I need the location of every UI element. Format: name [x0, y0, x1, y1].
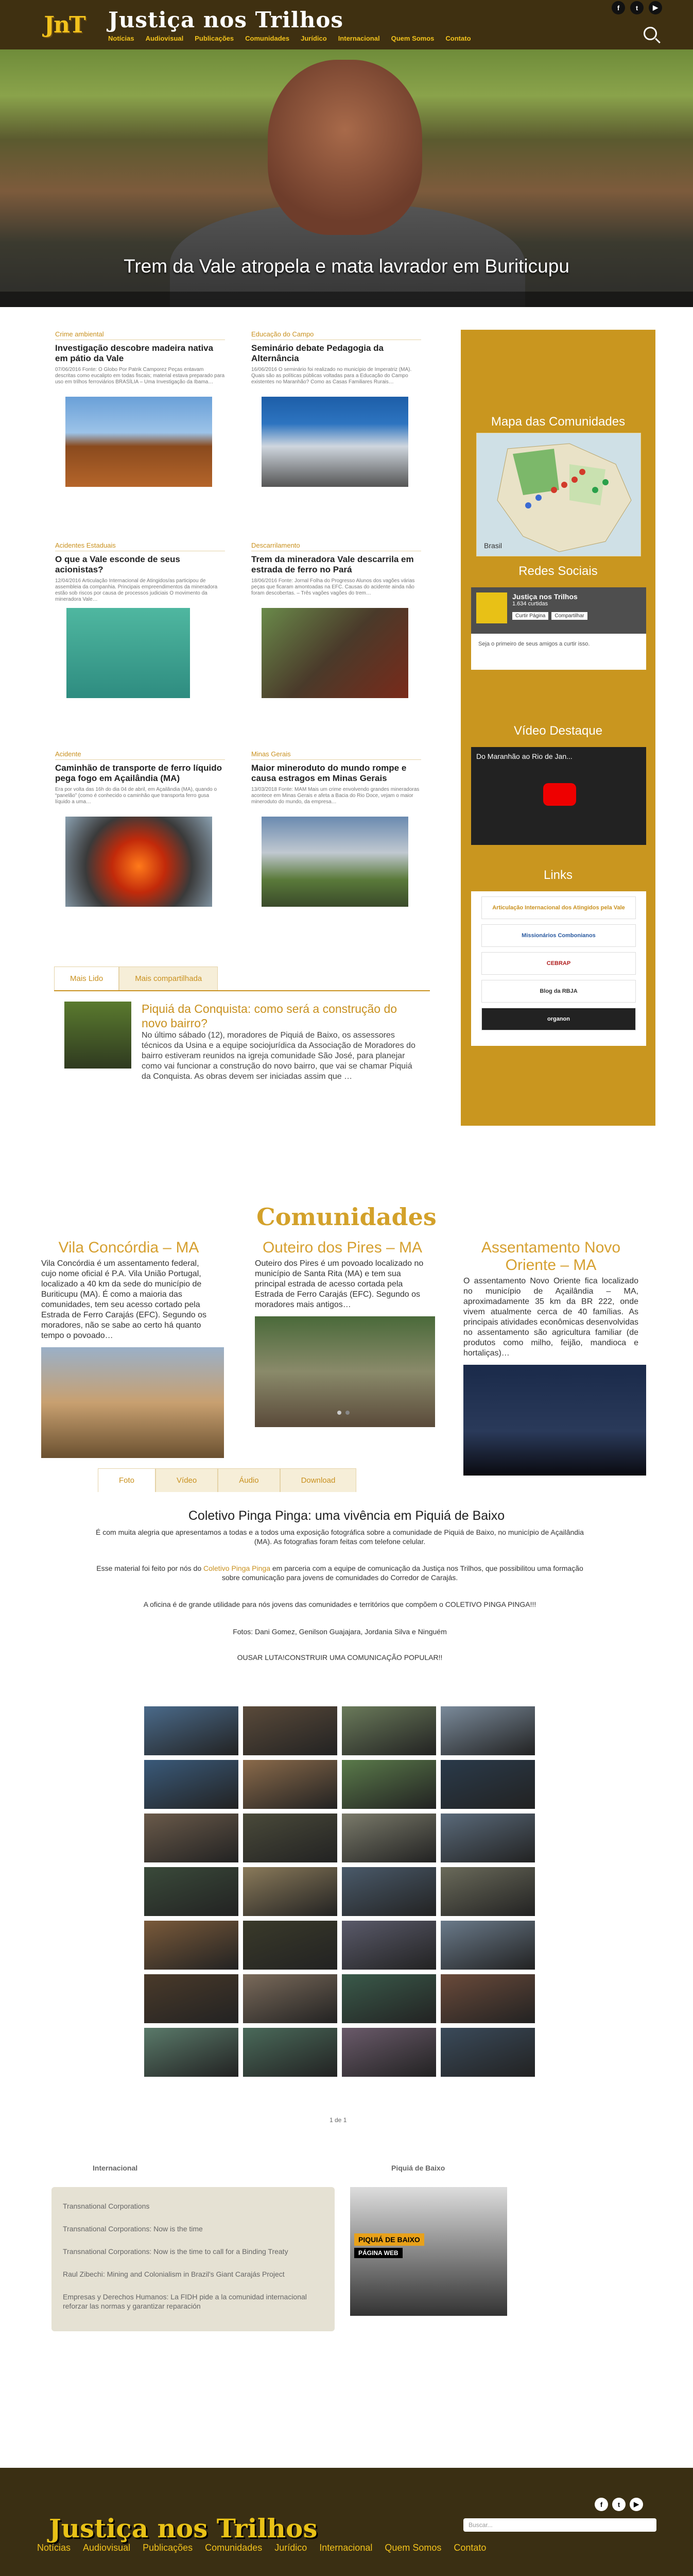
video-caption[interactable]: Do Maranhão ao Rio de Jan... — [476, 752, 573, 760]
gallery-thumb[interactable] — [243, 1814, 337, 1862]
facebook-icon[interactable]: f — [612, 1, 625, 14]
gallery-thumb[interactable] — [144, 1867, 238, 1916]
piquia-heading: Piquiá de Baixo — [391, 2164, 445, 2172]
gallery-thumb[interactable] — [441, 1706, 535, 1755]
gallery-thumb[interactable] — [342, 1867, 436, 1916]
news-excerpt: Era por volta das 16h do dia 04 de abril, em Açailândia (MA), quando o “panelão” (como é conhecido o caminhão que transporta ferro gusa líquido a uma… — [55, 787, 217, 805]
gallery-thumb[interactable] — [243, 1760, 337, 1809]
footer-nav-publicacoes[interactable]: Publicações — [143, 2543, 193, 2553]
news-excerpt: 12/04/2016 Articulação Internacional de Atingidos/as participou de assembleia da companhia. Principais empreendimentos da mineradora estão sob riscos por causa de processos judiciais O movimento da mineradora Vale… — [55, 578, 218, 602]
top-nav — [108, 35, 471, 42]
gallery-thumb[interactable] — [441, 1814, 535, 1862]
site-logo[interactable]: JnT — [44, 11, 85, 38]
most-read-title[interactable]: Piquiá da Conquista: como será a construção do novo bairro? — [142, 1002, 397, 1030]
brand — [108, 0, 471, 49]
link-banner[interactable]: Articulação Internacional dos Atingidos pela Vale — [481, 896, 636, 919]
news-card[interactable] — [251, 541, 421, 698]
news-category[interactable]: Acidente — [55, 750, 225, 760]
news-excerpt: 16/06/2016 O seminário foi realizado no município de Imperatriz (MA). Quais são as políticas públicas voltadas para a Educação do Campo existentes no Maranhão? Como as Casas Familiares Rurais… — [251, 367, 412, 385]
piquia-banner[interactable] — [350, 2187, 507, 2316]
footer-nav-audiovisual[interactable]: Audiovisual — [83, 2543, 131, 2553]
gallery-thumb[interactable] — [144, 1921, 238, 1970]
sidebar — [461, 330, 655, 1126]
gallery-thumb[interactable] — [144, 1814, 238, 1862]
fb-likes: 1.634 curtidas — [512, 601, 548, 607]
news-card[interactable] — [55, 750, 225, 907]
news-card[interactable] — [55, 541, 225, 698]
community-image[interactable] — [41, 1347, 224, 1458]
most-read-text: No último sábado (12), moradores de Piquiá de Baixo, os assessores técnicos da Usina e a equipe sociojurídica da Associação de Moradores do bairro estiveram reunidos na igreja comunidade São José, para planejar como vai funcionar a construção do novo bairro, que vai se chamar Piquiá da Conquista. As obras devem ser iniciadas assim que … — [142, 1031, 415, 1081]
international-heading: Internacional — [93, 2164, 138, 2172]
gallery-thumb[interactable] — [243, 1974, 337, 2023]
community-title[interactable]: Vila Concórdia – MA — [58, 1239, 199, 1256]
youtube-icon[interactable]: ▶ — [649, 1, 662, 14]
news-category[interactable]: Descarrilamento — [251, 541, 421, 551]
tab-most-read[interactable]: Mais Lido — [54, 967, 119, 990]
nav-comunidades[interactable]: Comunidades — [245, 35, 290, 42]
coletivo-link[interactable]: Coletivo Pinga Pinga — [203, 1564, 270, 1572]
nav-internacional[interactable]: Internacional — [338, 35, 380, 42]
gallery-thumb[interactable] — [342, 1921, 436, 1970]
youtube-icon[interactable]: ▶ — [630, 2498, 643, 2511]
fb-page-name[interactable]: Justiça nos Trilhos — [512, 592, 578, 601]
nav-juridico[interactable]: Jurídico — [301, 35, 327, 42]
community-text: Vila Concórdia é um assentamento federal, cujo nome oficial é P.A. Vila União Portugal, localizado a 40 km da sede do município de Buriticupu (MA). É como a maioria das comunidades, tem seu acesso cortado pela Estrada de Ferro Carajás (EFC). Segundo os moradores, não se sabe ao certo há quanto tempo o povoado… — [41, 1259, 207, 1340]
footer-social — [595, 2498, 643, 2511]
links-title: Links — [543, 868, 573, 882]
nav-publicacoes[interactable]: Publicações — [195, 35, 234, 42]
news-card[interactable] — [55, 330, 225, 487]
international-item[interactable]: Empresas y Derechos Humanos: La FIDH pide a la comunidad internacional reforzar las normas y garantizar reparación — [63, 2293, 307, 2310]
gallery-paragraph: Fotos: Dani Gomez, Genilson Guajajara, Jordania Silva e Ninguém — [233, 1628, 447, 1636]
hero-caption-bar — [0, 292, 693, 307]
international-item[interactable]: Transnational Corporations: Now is the time to call for a Binding Treaty — [63, 2247, 288, 2256]
news-card[interactable] — [251, 750, 421, 907]
tab-foto[interactable]: Foto — [98, 1468, 155, 1492]
gallery-paragraph: OUSAR LUTA!CONSTRUIR UMA COMUNICAÇÃO POPULAR!! — [237, 1653, 443, 1662]
news-title[interactable]: Trem da mineradora Vale descarrila em estrada de ferro no Pará — [251, 554, 414, 574]
gallery-pager[interactable]: 1 de 1 — [330, 2116, 347, 2124]
twitter-icon[interactable]: t — [612, 2498, 626, 2511]
piquia-label: PIQUIÁ DE BAIXO — [354, 2233, 424, 2246]
community-text: O assentamento Novo Oriente fica localizado no município de Açailândia – MA, aproximadamente 35 km da BR 222, onde vivem atualmente cerca de 40 famílias. As principais atividades econômicas desenvolvidas no assentamento são agricultura familiar (de produtos como milho, feijão, mandioca e hortaliças)… — [463, 1277, 638, 1358]
tab-most-shared[interactable]: Mais compartilhada — [119, 967, 218, 990]
news-image[interactable] — [65, 817, 212, 907]
news-title[interactable]: Investigação descobre madeira nativa em pátio da Vale — [55, 343, 214, 363]
gallery-thumb[interactable] — [441, 1867, 535, 1916]
carousel-dot[interactable] — [337, 1411, 341, 1415]
news-image[interactable] — [262, 397, 408, 487]
gallery-paragraph-2 — [93, 1564, 587, 1582]
link-banner[interactable]: Blog da RBJA — [481, 980, 636, 1003]
news-image[interactable] — [66, 608, 190, 698]
gallery-thumb[interactable] — [441, 1760, 535, 1809]
gallery-thumb[interactable] — [342, 1814, 436, 1862]
links-list — [471, 891, 646, 1046]
gallery-thumb[interactable] — [144, 1760, 238, 1809]
communities-map[interactable] — [476, 433, 641, 556]
media-tabs — [98, 1468, 458, 1492]
community-title[interactable]: Outeiro dos Pires – MA — [262, 1239, 423, 1256]
gallery-thumb[interactable] — [243, 1867, 337, 1916]
news-excerpt: 07/06/2016 Fonte: O Globo Por Patrik Camporez Peças entavam descritas como eucalipto em todas fiscais; material estava preparado para uso em trilhos ferroviários BRASÍLIA – Uma Investigação da Ibama… — [55, 367, 225, 385]
news-category[interactable]: Educação do Campo — [251, 330, 421, 340]
community-card[interactable] — [255, 1239, 430, 1427]
gallery-thumb[interactable] — [342, 1974, 436, 2023]
tab-download[interactable]: Download — [280, 1468, 357, 1492]
gallery-thumb[interactable] — [144, 1974, 238, 2023]
community-title[interactable]: Assentamento Novo Oriente – MA — [481, 1239, 621, 1274]
footer-nav-comunidades[interactable]: Comunidades — [205, 2543, 263, 2553]
link-banner[interactable]: Missionários Combonianos — [481, 924, 636, 947]
fb-share-button[interactable]: Compartilhar — [551, 612, 587, 620]
footer-nav — [37, 2543, 486, 2553]
footer-nav-quem-somos[interactable]: Quem Somos — [385, 2543, 442, 2553]
tab-video[interactable]: Vídeo — [155, 1468, 218, 1492]
fb-like-button[interactable]: Curtir Página — [512, 612, 548, 620]
map-svg — [477, 433, 641, 556]
international-item[interactable]: Raul Zibechi: Mining and Colonialism in Brazil's Giant Carajás Project — [63, 2270, 285, 2278]
carousel-dot[interactable] — [345, 1411, 350, 1415]
comunidades-title[interactable]: Comunidades — [256, 1203, 437, 1231]
comunidades-heading — [0, 1203, 693, 1231]
facebook-widget[interactable] — [471, 587, 646, 670]
featured-video[interactable] — [471, 747, 646, 845]
map-title: Mapa das Comunidades — [491, 415, 626, 429]
gallery-thumb[interactable] — [243, 1921, 337, 1970]
twitter-icon[interactable]: t — [630, 1, 644, 14]
gallery-thumb[interactable] — [441, 2028, 535, 2077]
map-label: Brasil — [484, 541, 503, 550]
piquia-sub: PÁGINA WEB — [354, 2248, 403, 2258]
news-card[interactable] — [251, 330, 421, 487]
international-item[interactable]: Transnational Corporations — [63, 2202, 150, 2210]
tab-audio[interactable]: Áudio — [218, 1468, 280, 1492]
gallery-thumb[interactable] — [342, 1760, 436, 1809]
nav-noticias[interactable]: Notícias — [108, 35, 134, 42]
fb-avatar — [476, 592, 507, 623]
link-banner[interactable]: organon — [481, 1008, 636, 1030]
news-category[interactable]: Minas Gerais — [251, 750, 421, 760]
hero-image-face — [268, 60, 422, 235]
video-title: Vídeo Destaque — [513, 724, 603, 738]
gallery-thumb[interactable] — [144, 2028, 238, 2077]
social-links — [612, 1, 662, 14]
footer-nav-internacional[interactable]: Internacional — [319, 2543, 373, 2553]
search-icon[interactable] — [644, 27, 657, 40]
nav-quem-somos[interactable]: Quem Somos — [391, 35, 435, 42]
footer-nav-noticias[interactable]: Notícias — [37, 2543, 71, 2553]
gallery-thumb[interactable] — [243, 1706, 337, 1755]
news-image[interactable] — [65, 397, 212, 487]
news-excerpt: 18/06/2016 Fonte: Jornal Folha do Progresso Alunos dos vagões várias peças que ficaram amontoadas na EFC. Causas do acidente ainda não foram descobertas. – Três vagões vagões do trem… — [251, 578, 415, 596]
gallery-thumb[interactable] — [144, 1706, 238, 1755]
news-image[interactable] — [262, 817, 408, 907]
gallery-text: Esse material foi feito por nós do — [96, 1564, 202, 1572]
gallery-paragraph: A oficina é de grande utilidade para nós jovens das comunidades e territórios que compõem o COLETIVO PINGA PINGA!!! — [143, 1600, 536, 1608]
news-image[interactable] — [262, 608, 408, 698]
gallery-thumb[interactable] — [243, 2028, 337, 2077]
site-name[interactable]: Justiça nos Trilhos — [108, 7, 344, 32]
gallery-thumb[interactable] — [342, 1706, 436, 1755]
gallery-paragraph: É com muita alegria que apresentamos a todas e a todos uma exposição fotográfica sobre a comunidade de Piquiá de Baixo, no município de Açailândia (MA). As fotografias foram feitas com telefone celular. — [96, 1528, 584, 1546]
community-text: Outeiro dos Pires é um povoado localizado no município de Santa Rita (MA) e tem sua principal estrada de acesso cortada pela Estrada de Ferro Carajás (EFC). Segundo os moradores mais antigos… — [255, 1259, 424, 1309]
international-list — [51, 2187, 335, 2331]
news-excerpt: 13/03/2018 Fonte: MAM Mais um crime envolvendo grandes mineradoras acontece em Minas Gerais e afeta a Bacia do Rio Doce, vejam o maior mineroduto do mundo, da empresa… — [251, 787, 420, 805]
footer-nav-contato[interactable]: Contato — [454, 2543, 487, 2553]
gallery-thumb[interactable] — [342, 2028, 436, 2077]
gallery-thumb[interactable] — [441, 1974, 535, 2023]
news-title[interactable]: O que a Vale esconde de seus acionistas? — [55, 554, 180, 574]
news-category[interactable]: Acidentes Estaduais — [55, 541, 225, 551]
footer — [0, 2468, 693, 2576]
gallery-title[interactable]: Coletivo Pinga Pinga: uma vivência em Piquiá de Baixo — [188, 1509, 505, 1523]
news-title[interactable]: Seminário debate Pedagogia da Alternância — [251, 343, 384, 363]
community-card[interactable] — [463, 1239, 638, 1476]
international-item[interactable]: Transnational Corporations: Now is the time — [63, 2225, 203, 2233]
fb-friends-text: Seja o primeiro de seus amigos a curtir isso. — [478, 641, 590, 647]
hero-slider[interactable] — [0, 49, 693, 307]
link-banner[interactable]: CEBRAP — [481, 952, 636, 975]
gallery-text: em parceria com a equipe de comunicação da Justiça nos Trilhos, que possibilitou uma formação sobre comunicação para jovens de comunidades do Corredor de Carajás. — [221, 1564, 583, 1582]
news-category[interactable]: Crime ambiental — [55, 330, 225, 340]
community-card[interactable] — [41, 1239, 216, 1458]
community-image[interactable] — [463, 1365, 646, 1476]
nav-audiovisual[interactable]: Audiovisual — [145, 35, 184, 42]
footer-logo[interactable]: Justiça nos Trilhos — [49, 2513, 318, 2544]
photo-grid — [144, 1706, 546, 2077]
footer-search-input[interactable]: Buscar... — [463, 2518, 656, 2532]
nav-contato[interactable]: Contato — [445, 35, 471, 42]
news-title[interactable]: Caminhão de transporte de ferro líquido pega fogo em Açailândia (MA) — [55, 763, 222, 783]
site-header — [0, 0, 693, 49]
play-icon[interactable] — [543, 783, 576, 806]
facebook-icon[interactable]: f — [595, 2498, 608, 2511]
social-title: Redes Sociais — [518, 564, 598, 578]
carousel-dots[interactable] — [337, 1411, 350, 1415]
most-read-thumb[interactable] — [64, 1002, 131, 1069]
news-title[interactable]: Maior mineroduto do mundo rompe e causa estragos em Minas Gerais — [251, 763, 407, 783]
hero-caption[interactable]: Trem da Vale atropela e mata lavrador em Buriticupu — [124, 256, 569, 277]
gallery-thumb[interactable] — [441, 1921, 535, 1970]
most-read-tabs — [54, 967, 430, 1092]
footer-nav-juridico[interactable]: Jurídico — [274, 2543, 307, 2553]
most-read-item[interactable] — [54, 990, 430, 1092]
